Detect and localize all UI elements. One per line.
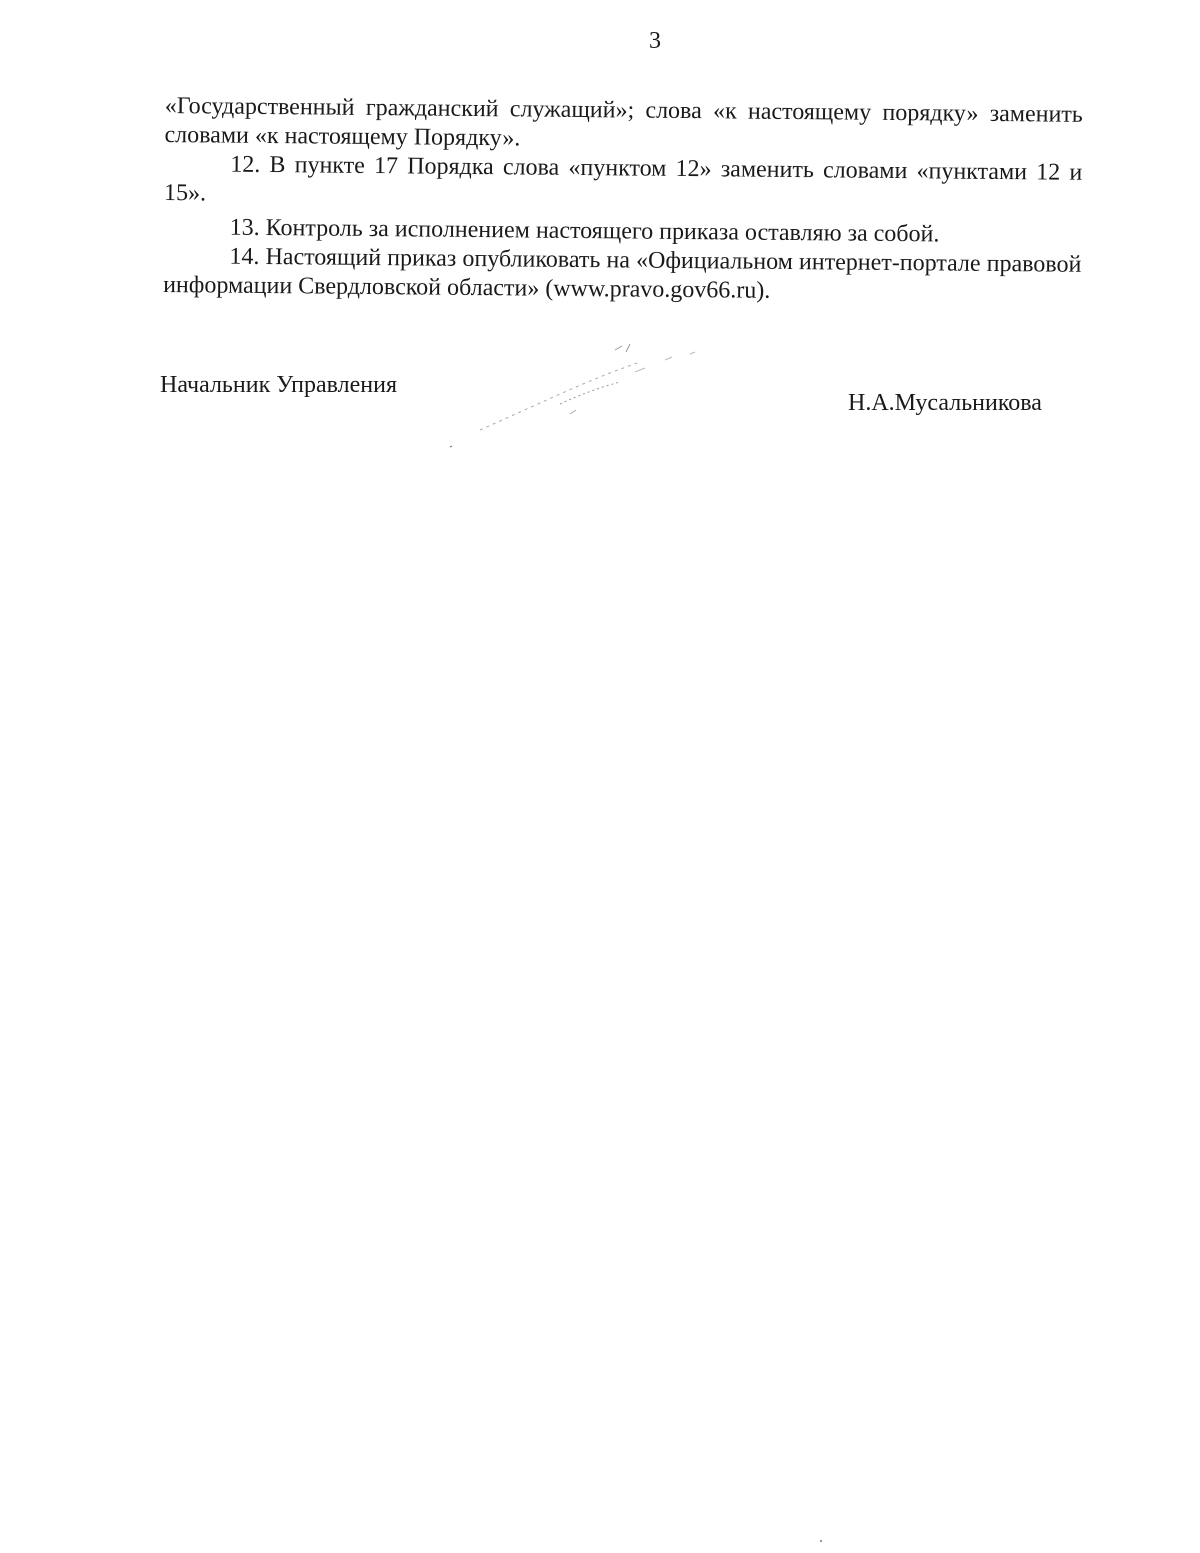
document-body: [163, 92, 1083, 309]
signer-name: Н.А.Мусальникова: [848, 390, 1042, 416]
paragraph-item-14: 14. Настоящий приказ опубликовать на «Официальном интернет-портале правовой информации Свердловской области» (www.pravo.gov66.ru).: [163, 243, 1082, 304]
signature-block: [160, 372, 1080, 462]
handwritten-signature: [440, 342, 720, 452]
page-number: 3: [649, 28, 661, 54]
paragraph-continuation: «Государственный гражданский служащий»; слова «к настоящему порядку» заменить словами «к настоящему Порядку».: [164, 92, 1083, 152]
scan-artifact: [820, 1540, 822, 1542]
paragraph-item-13: 13. Контроль за исполнением настоящего приказа оставляю за собой.: [229, 214, 940, 248]
signer-position: Начальник Управления: [160, 372, 397, 398]
paragraph-item-12: 12. В пункте 17 Порядка слова «пунктом 12» заменить словами «пунктами 12 и 15».: [163, 151, 1083, 207]
